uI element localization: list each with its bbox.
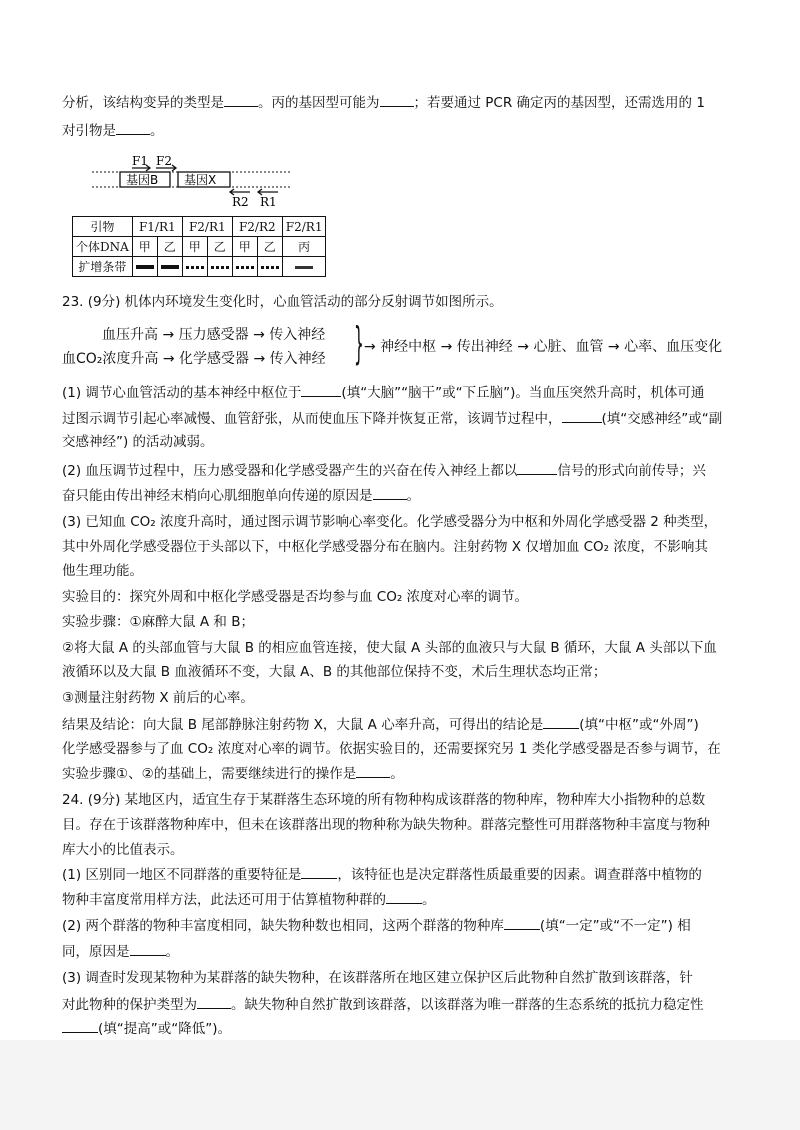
table-cell: 个体DNA [73,237,133,257]
primer-f2-label: F2 [156,154,172,168]
gel-band-cell [157,257,182,277]
primer-f1-label: F1 [132,154,148,168]
gene-x-label: 基因X [184,173,217,187]
q24-p3-line2: 对此物种的保护类型为 。缺失物种自然扩散到该群落，以该群落为唯一群落的生态系统的抵抗力稳定性 [62,994,704,1015]
table-cell: F1/R1 [132,217,182,237]
q24-p1-line2: 物种丰富度常用样方法，此法还可用于估算植物种群的 。 [62,889,436,910]
primer-r2-label: R2 [232,195,249,209]
gene-primer-diagram [92,150,322,212]
q23-step1: 实验步骤：①麻醉大鼠 A 和 B； [62,614,254,630]
table-row [73,217,326,237]
q24-stem-line1: 24. (9分) 某地区内，适宜生存于某群落生态环境的所有物种构成该群落的物种库，物种库大小指物种的总数 [62,792,706,808]
q24-stem-line3: 库大小的比值表示。 [62,842,184,858]
gel-band-cell [207,257,232,277]
gel-band-cell [132,257,157,277]
q24-p1-line1: (1) 区别同一地区不同群落的重要特征是 ，该特征也是决定群落性质最重要的因素。调查群落中植物的 [62,864,702,885]
answer-blank[interactable] [197,994,231,1009]
q23-p2-line1: (2) 血压调节过程中，压力感受器和化学感受器产生的兴奋在传入神经上都以 信号的形式向前传导；兴 [62,460,706,481]
table-cell: 丙 [282,237,326,257]
gel-band [211,266,229,269]
answer-blank[interactable] [116,120,150,135]
q23-stem: 23. (9分) 机体内环境发生变化时，心血管活动的部分反射调节如图所示。 [62,294,503,310]
answer-blank[interactable] [380,92,414,107]
answer-blank[interactable] [386,889,422,904]
q23-result-line3: 实验步骤①、②的基础上，需要继续进行的操作是 。 [62,763,404,784]
answer-blank[interactable] [373,485,407,500]
table-row [73,237,326,257]
gel-band [261,266,279,269]
table-cell: 甲 [182,237,207,257]
q24-stem-line2: 目。存在于该群落物种库中，但未在该群落出现的物种称为缺失物种。群落完整性可用群落物种丰富度与物种 [62,817,710,833]
answer-blank[interactable] [62,1018,98,1033]
answer-blank[interactable] [543,714,579,729]
q23-p3-line3: 他生理功能。 [62,563,143,579]
q23-p1-line2: 过图示调节引起心率减慢、血管舒张，从而使血压下降并恢复正常，该调节过程中， (填“交感神经”或“副 [62,408,722,429]
q23-p3-line1: (3) 已知血 CO₂ 浓度升高时，通过图示调节影响心率变化。化学感受器分为中枢和外周化学感受器 2 种类型， [62,514,718,530]
brace-icon: } [354,318,364,369]
gene-b-label: 基因B [126,173,159,187]
table-cell: 扩增条带 [73,257,133,277]
gel-band-cell [232,257,257,277]
q23-result-line2: 化学感受器参与了血 CO₂ 浓度对心率的调节。依据实验目的，还需要探究另 1 类化学感受器是否参与调节，在 [62,741,721,757]
answer-blank[interactable] [130,941,166,956]
reflex-row-co2: 血CO₂浓度升高 → 化学感受器 → 传入神经 [62,351,326,367]
gel-band [186,266,204,269]
q24-p2-line1: (2) 两个群落的物种丰富度相同，缺失物种数也相同，这两个群落的物种库 (填“一定”或“不一定”) 相 [62,915,691,936]
q24-p3-line1: (3) 调查时发现某物种为某群落的缺失物种，在该群落所在地区建立保护区后此物种自然扩散到该群落，针 [62,970,693,986]
q23-step3: ③测量注射药物 X 前后的心率。 [62,690,254,706]
page-bottom-margin [0,1040,800,1130]
q23-p3-line2: 其中外周化学感受器位于头部以下，中枢化学感受器分布在脑内。注射药物 X 仅增加血 CO₂ 浓度，不影响其 [62,539,708,555]
gel-band-cell [257,257,282,277]
q23-p1-line1: (1) 调节心血管活动的基本神经中枢位于 (填“大脑”“脑干”或“下丘脑”)。当血压突然升高时，机体可通 [62,382,704,403]
q23-result-line1: 结果及结论：向大鼠 B 尾部静脉注射药物 X，大鼠 A 心率升高，可得出的结论是 (填“中枢”或“外周”) [62,714,699,735]
primer-table [72,216,326,277]
table-cell: F2/R1 [282,217,326,237]
reflex-diagram [62,318,752,378]
gel-band [236,266,254,269]
table-cell: F2/R1 [182,217,232,237]
q23-p1-line3: 交感神经”) 的活动减弱。 [62,434,214,450]
gel-band [161,265,179,269]
q23-p2-line2: 奋只能由传出神经末梢向心肌细胞单向传递的原因是 。 [62,485,420,506]
reflex-row-pressure: 血压升高 → 压力感受器 → 传入神经 [102,327,326,343]
answer-blank[interactable] [356,763,390,778]
q23-step2-line1: ②将大鼠 A 的头部血管与大鼠 B 的相应血管连接，使大鼠 A 头部的血液只与大鼠 B 循环，大鼠 A 头部以下血 [62,640,717,656]
q22-line-1: 分析，该结构变异的类型是 。丙的基因型可能为 ；若要通过 PCR 确定丙的基因型，还需选用的 1 [62,92,705,113]
gel-band [136,265,154,269]
table-cell: 乙 [257,237,282,257]
table-row [73,257,326,277]
table-cell: 乙 [207,237,232,257]
gel-band-cell [282,257,326,277]
answer-blank[interactable] [224,92,258,107]
table-cell: 引物 [73,217,133,237]
gel-band-cell [182,257,207,277]
answer-blank[interactable] [301,864,337,879]
table-cell: 乙 [157,237,182,257]
q24-p3-line3: (填“提高”或“降低”)。 [62,1018,231,1039]
q22-line-2: 对引物是 。 [62,120,164,141]
q23-aim: 实验目的：探究外周和中枢化学感受器是否均参与血 CO₂ 浓度对心率的调节。 [62,589,529,605]
gel-band [295,266,313,269]
table-cell: F2/R2 [232,217,282,237]
answer-blank[interactable] [562,408,602,423]
reflex-row-output: → 神经中枢 → 传出神经 → 心脏、血管 → 心率、血压变化 [364,339,723,355]
q23-step2-line2: 液循环以及大鼠 B 血液循环不变，大鼠 A、B 的其他部位保持不变，术后生理状态均正常； [62,664,607,680]
q24-p2-line2: 同，原因是 。 [62,941,179,962]
answer-blank[interactable] [301,382,341,397]
answer-blank[interactable] [504,915,540,930]
primer-r1-label: R1 [260,195,277,209]
table-cell: 甲 [132,237,157,257]
table-cell: 甲 [232,237,257,257]
answer-blank[interactable] [517,460,557,475]
